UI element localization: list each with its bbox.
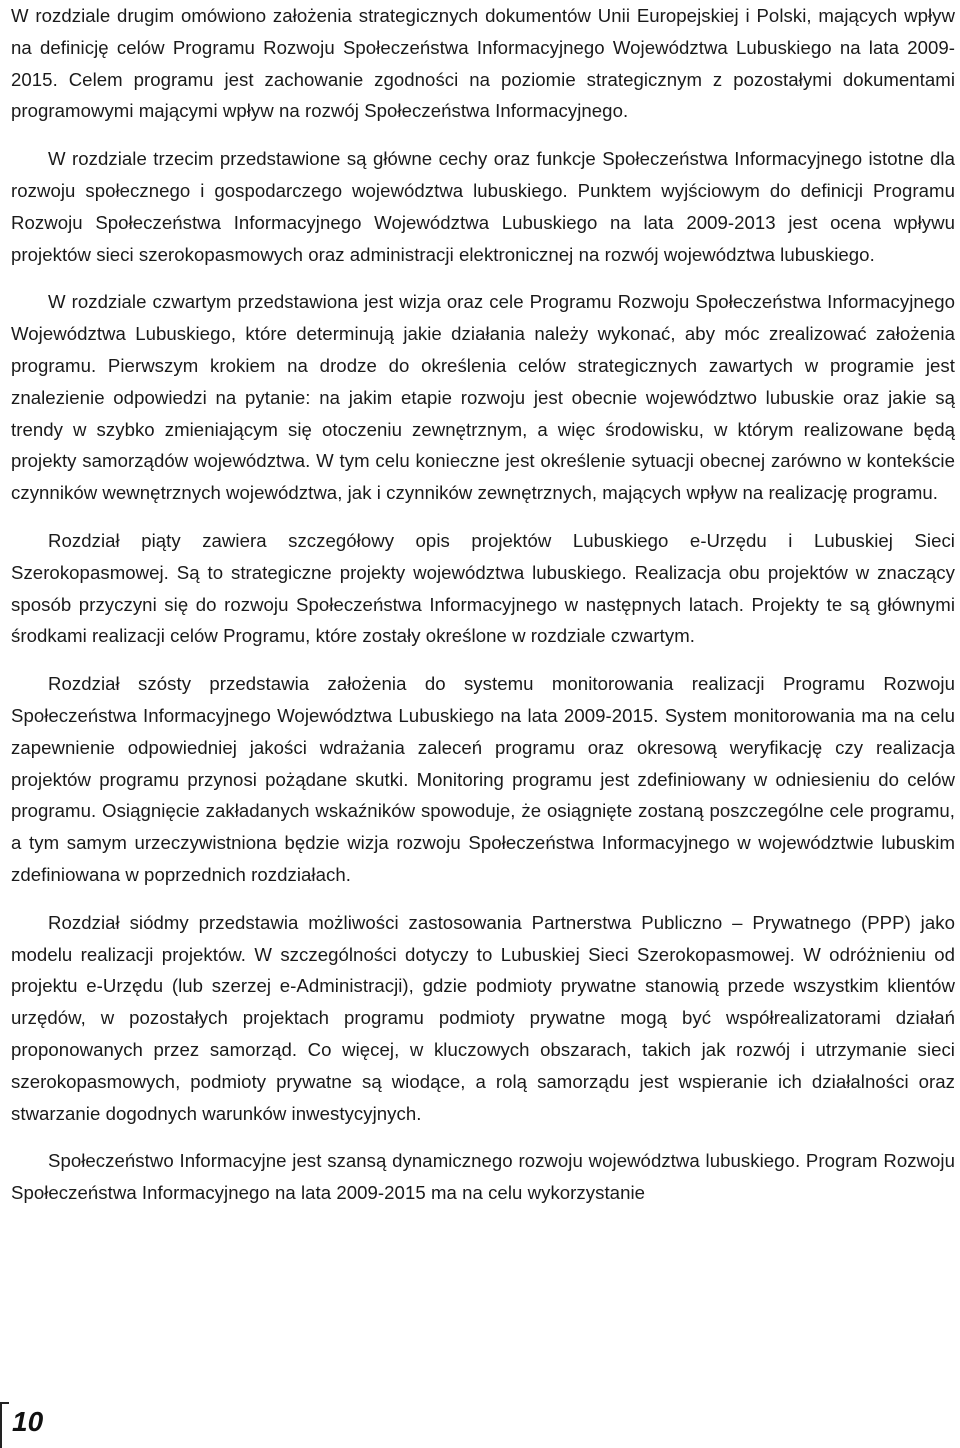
paragraph-chapter-five: Rozdział piąty zawiera szczegółowy opis projektów Lubuskiego e-Urzędu i Lubuskiej Sieci Szerokopasmowej. Są to strategiczne projekty województwa lubuskiego. Realizacja obu projektów w znaczący sposób przyczyni się do rozwoju Społeczeństwa Informacyjnego w następnych latach. Projekty te są głównymi środkami realizacji celów Programu, które zostały określone w rozdziale czwartym. [11,529,955,647]
page-number: 10 [12,1406,44,1437]
paragraph-chapter-three: W rozdziale trzecim przedstawione są główne cechy oraz funkcje Społeczeństwa Informacyjnego istotne dla rozwoju społecznego i gospodarczego województwa lubuskiego. Punktem wyjściowym do definicji Programu Rozwoju Społeczeństwa Informacyjnego Województwa Lubuskiego na lata 2009-2013 jest ocena wpływu projektów sieci szerokopasmowych oraz administracji elektronicznej na rozwój województwa lubuskiego. [11,148,955,265]
paragraph-chapter-two: W rozdziale drugim omówiono założenia strategicznych dokumentów Unii Europejskiej i Polski, mających wpływ na definicję celów Programu Rozwoju Społeczeństwa Informacyjnego Województwa Lubuskiego na lata 2009-2015. Celem programu jest zachowanie zgodności na poziomie strategicznym z pozostałymi dokumentami programowymi mającymi wpływ na rozwój Społeczeństwa Informacyjnego. [11,5,955,122]
page-footer [0,1398,70,1444]
document-body [11,0,955,1209]
page-number-bracket [0,1402,9,1448]
paragraph-chapter-seven: Rozdział siódmy przedstawia możliwości zastosowania Partnerstwa Publiczno – Prywatnego (PPP) jako modelu realizacji projektów. W szczególności dotyczy to Lubuskiej Sieci Szerokopasmowej. W odróżnieniu od projektu e-Urzędu (lub szerzej e-Administracji), gdzie podmioty prywatne stanowią przede wszystkim klientów urzędów, w pozostałych projektach programu podmioty prywatne mogą być współrealizatorami działań proponowanych przez samorząd. Co więcej, w kluczowych obszarach, takich jak rozwój i utrzymanie sieci szerokopasmowych, podmioty prywatne są wiodące, a rolą samorządu jest wspieranie ich działalności oraz stwarzanie dogodnych warunków inwestycyjnych. [11,911,955,1124]
paragraph-summary: Społeczeństwo Informacyjne jest szansą dynamicznego rozwoju województwa lubuskiego. Program Rozwoju Społeczeństwa Informacyjnego na lata 2009-2015 ma na celu wykorzystanie [11,1150,955,1204]
paragraph-chapter-four: W rozdziale czwartym przedstawiona jest wizja oraz cele Programu Rozwoju Społeczeństwa Informacyjnego Województwa Lubuskiego, które determinują jakie działania należy wykonać, aby móc zrealizować założenia programu. Pierwszym krokiem na drodze do określenia celów strategicznych zawartych w programie jest znalezienie odpowiedzi na pytanie: na jakim etapie rozwoju jest obecnie województwo lubuskie oraz jakie są trendy w szybko zmieniającym się otoczeniu zewnętrznym, a więc środowisku, w którym realizowane będą projekty samorządów województwa. W tym celu konieczne jest określenie sytuacji obecnej zarówno w kontekście czynników wewnętrznych województwa, jak i czynników zewnętrznych, mających wpływ na realizację programu. [11,291,955,504]
paragraph-chapter-six: Rozdział szósty przedstawia założenia do systemu monitorowania realizacji Programu Rozwoju Społeczeństwa Informacyjnego Województwa Lubuskiego na lata 2009-2015. System monitorowania ma na celu zapewnienie odpowiedniej jakości wdrażania zaleceń programu oraz okresową weryfikację czy realizacja projektów programu przynosi pożądane skutki. Monitoring programu jest zdefiniowany w odniesieniu do celów programu. Osiągnięcie zakładanych wskaźników spowoduje, że osiągnięte zostaną poszczególne cele programu, a tym samym urzeczywistniona będzie wizja rozwoju Społeczeństwa Informacyjnego w województwie lubuskim zdefiniowana w poprzednich rozdziałach. [11,673,955,885]
